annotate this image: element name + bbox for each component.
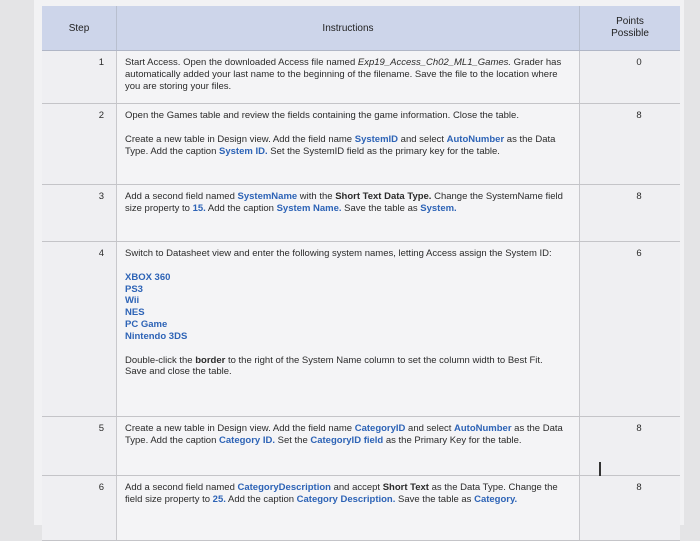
instruction-text: Change the SystemName field size property to (125, 191, 563, 214)
instruction-text: Save the table as (341, 202, 421, 214)
keyword: CategoryDescription (237, 482, 331, 493)
instruction-text: Create a new table in Design view. Add the field name (125, 423, 355, 434)
keyword: Category Description. (296, 493, 396, 505)
step-number: 4 (42, 242, 117, 417)
instructions-column-header: Instructions (117, 6, 580, 51)
points-value: 8 (580, 185, 681, 242)
instruction-text: as the Data Type. Add the caption (125, 133, 556, 157)
keyword: 25. (212, 493, 226, 505)
system-names-list (125, 272, 565, 343)
instruction-text: Add a second field named (125, 482, 238, 493)
keyword: Short Text (382, 482, 429, 493)
instruction-cell (117, 51, 580, 104)
table-row (42, 185, 680, 242)
keyword: AutoNumber (454, 423, 512, 434)
instruction-text: Set the (274, 434, 311, 446)
instruction-text: with the (297, 191, 336, 202)
table-row (42, 242, 680, 417)
instruction-text: as the Data Type. Change the field size property to (125, 482, 558, 505)
instruction-text: Grader has automatically added your last name to the beginning of the filename. Save the file to the location where you are storing your files. (125, 57, 562, 92)
instruction-text: and accept (330, 482, 383, 493)
instruction-text: as the Primary Key for the table. (383, 434, 522, 446)
keyword: System Name. (276, 202, 342, 214)
points-value: 6 (580, 242, 681, 417)
instructions-sheet (34, 0, 684, 525)
instruction-paragraph (125, 134, 565, 158)
points-value: 8 (580, 476, 681, 541)
list-item: PC Game (125, 318, 168, 330)
instruction-paragraph (125, 355, 565, 379)
instruction-text: Open the Games table and review the fields containing the game information. Close the table. (125, 110, 519, 121)
points-header-line1: Points (616, 16, 644, 27)
list-item: XBOX 360 (125, 271, 171, 283)
table-row (42, 476, 680, 541)
keyword: SystemName (237, 191, 298, 202)
instruction-cell (117, 242, 580, 417)
keyword: CategoryID (354, 423, 406, 434)
points-value: 0 (580, 51, 681, 104)
step-number: 6 (42, 476, 117, 541)
keyword: SystemID (354, 133, 399, 145)
keyword: Category ID. (219, 434, 275, 446)
step-number: 2 (42, 104, 117, 185)
instruction-text: Add a second field named (125, 191, 238, 202)
keyword: Category. (474, 493, 518, 505)
instruction-cell (117, 185, 580, 242)
points-header-line2: Possible (611, 28, 649, 39)
instruction-text: Add the caption (225, 493, 297, 505)
step-column-header: Step (42, 6, 117, 51)
points-value: 8 (580, 417, 681, 476)
keyword: AutoNumber (446, 133, 505, 145)
instruction-text: Save the table as (395, 493, 475, 505)
keyword: System. (420, 202, 457, 214)
instruction-text: Switch to Datasheet view and enter the following system names, letting Access assign the System ID: (125, 248, 552, 259)
table-row (42, 104, 680, 185)
instruction-text: as the Data Type. Add the caption (125, 423, 563, 446)
instruction-text: and select (405, 423, 455, 434)
keyword: CategoryID field (310, 434, 384, 446)
step-number: 5 (42, 417, 117, 476)
keyword: border (195, 354, 226, 366)
text-cursor-icon (599, 462, 601, 476)
instructions-table (42, 6, 680, 541)
table-row (42, 51, 680, 104)
instruction-cell (117, 417, 580, 476)
table-header-row (42, 6, 680, 51)
list-item: Nintendo 3DS (125, 330, 188, 342)
instruction-cell (117, 104, 580, 185)
list-item: NES (125, 307, 145, 319)
instruction-text: to the right of the System Name column to set the column width to Best Fit. Save and close the table. (125, 354, 543, 378)
instruction-text: Start Access. Open the downloaded Access file named (125, 57, 358, 68)
instruction-text: Set the SystemID field as the primary key for the table. (267, 145, 500, 157)
instruction-cell (117, 476, 580, 541)
instruction-text: and select (398, 133, 447, 145)
step-number: 1 (42, 51, 117, 104)
points-column-header (580, 6, 681, 51)
list-item: Wii (125, 295, 140, 307)
instruction-text: Add the caption (205, 202, 277, 214)
instruction-text: Double-click the (125, 354, 196, 366)
table-row (42, 417, 680, 476)
step-number: 3 (42, 185, 117, 242)
keyword: Short Text Data Type. (335, 191, 432, 202)
filename-text: Exp19_Access_Ch02_ML1_Games. (357, 57, 512, 68)
keyword: 15. (192, 202, 206, 214)
keyword: System ID. (219, 145, 268, 157)
instruction-text: Create a new table in Design view. Add the field name (125, 133, 355, 145)
points-value: 8 (580, 104, 681, 185)
list-item: PS3 (125, 283, 143, 295)
